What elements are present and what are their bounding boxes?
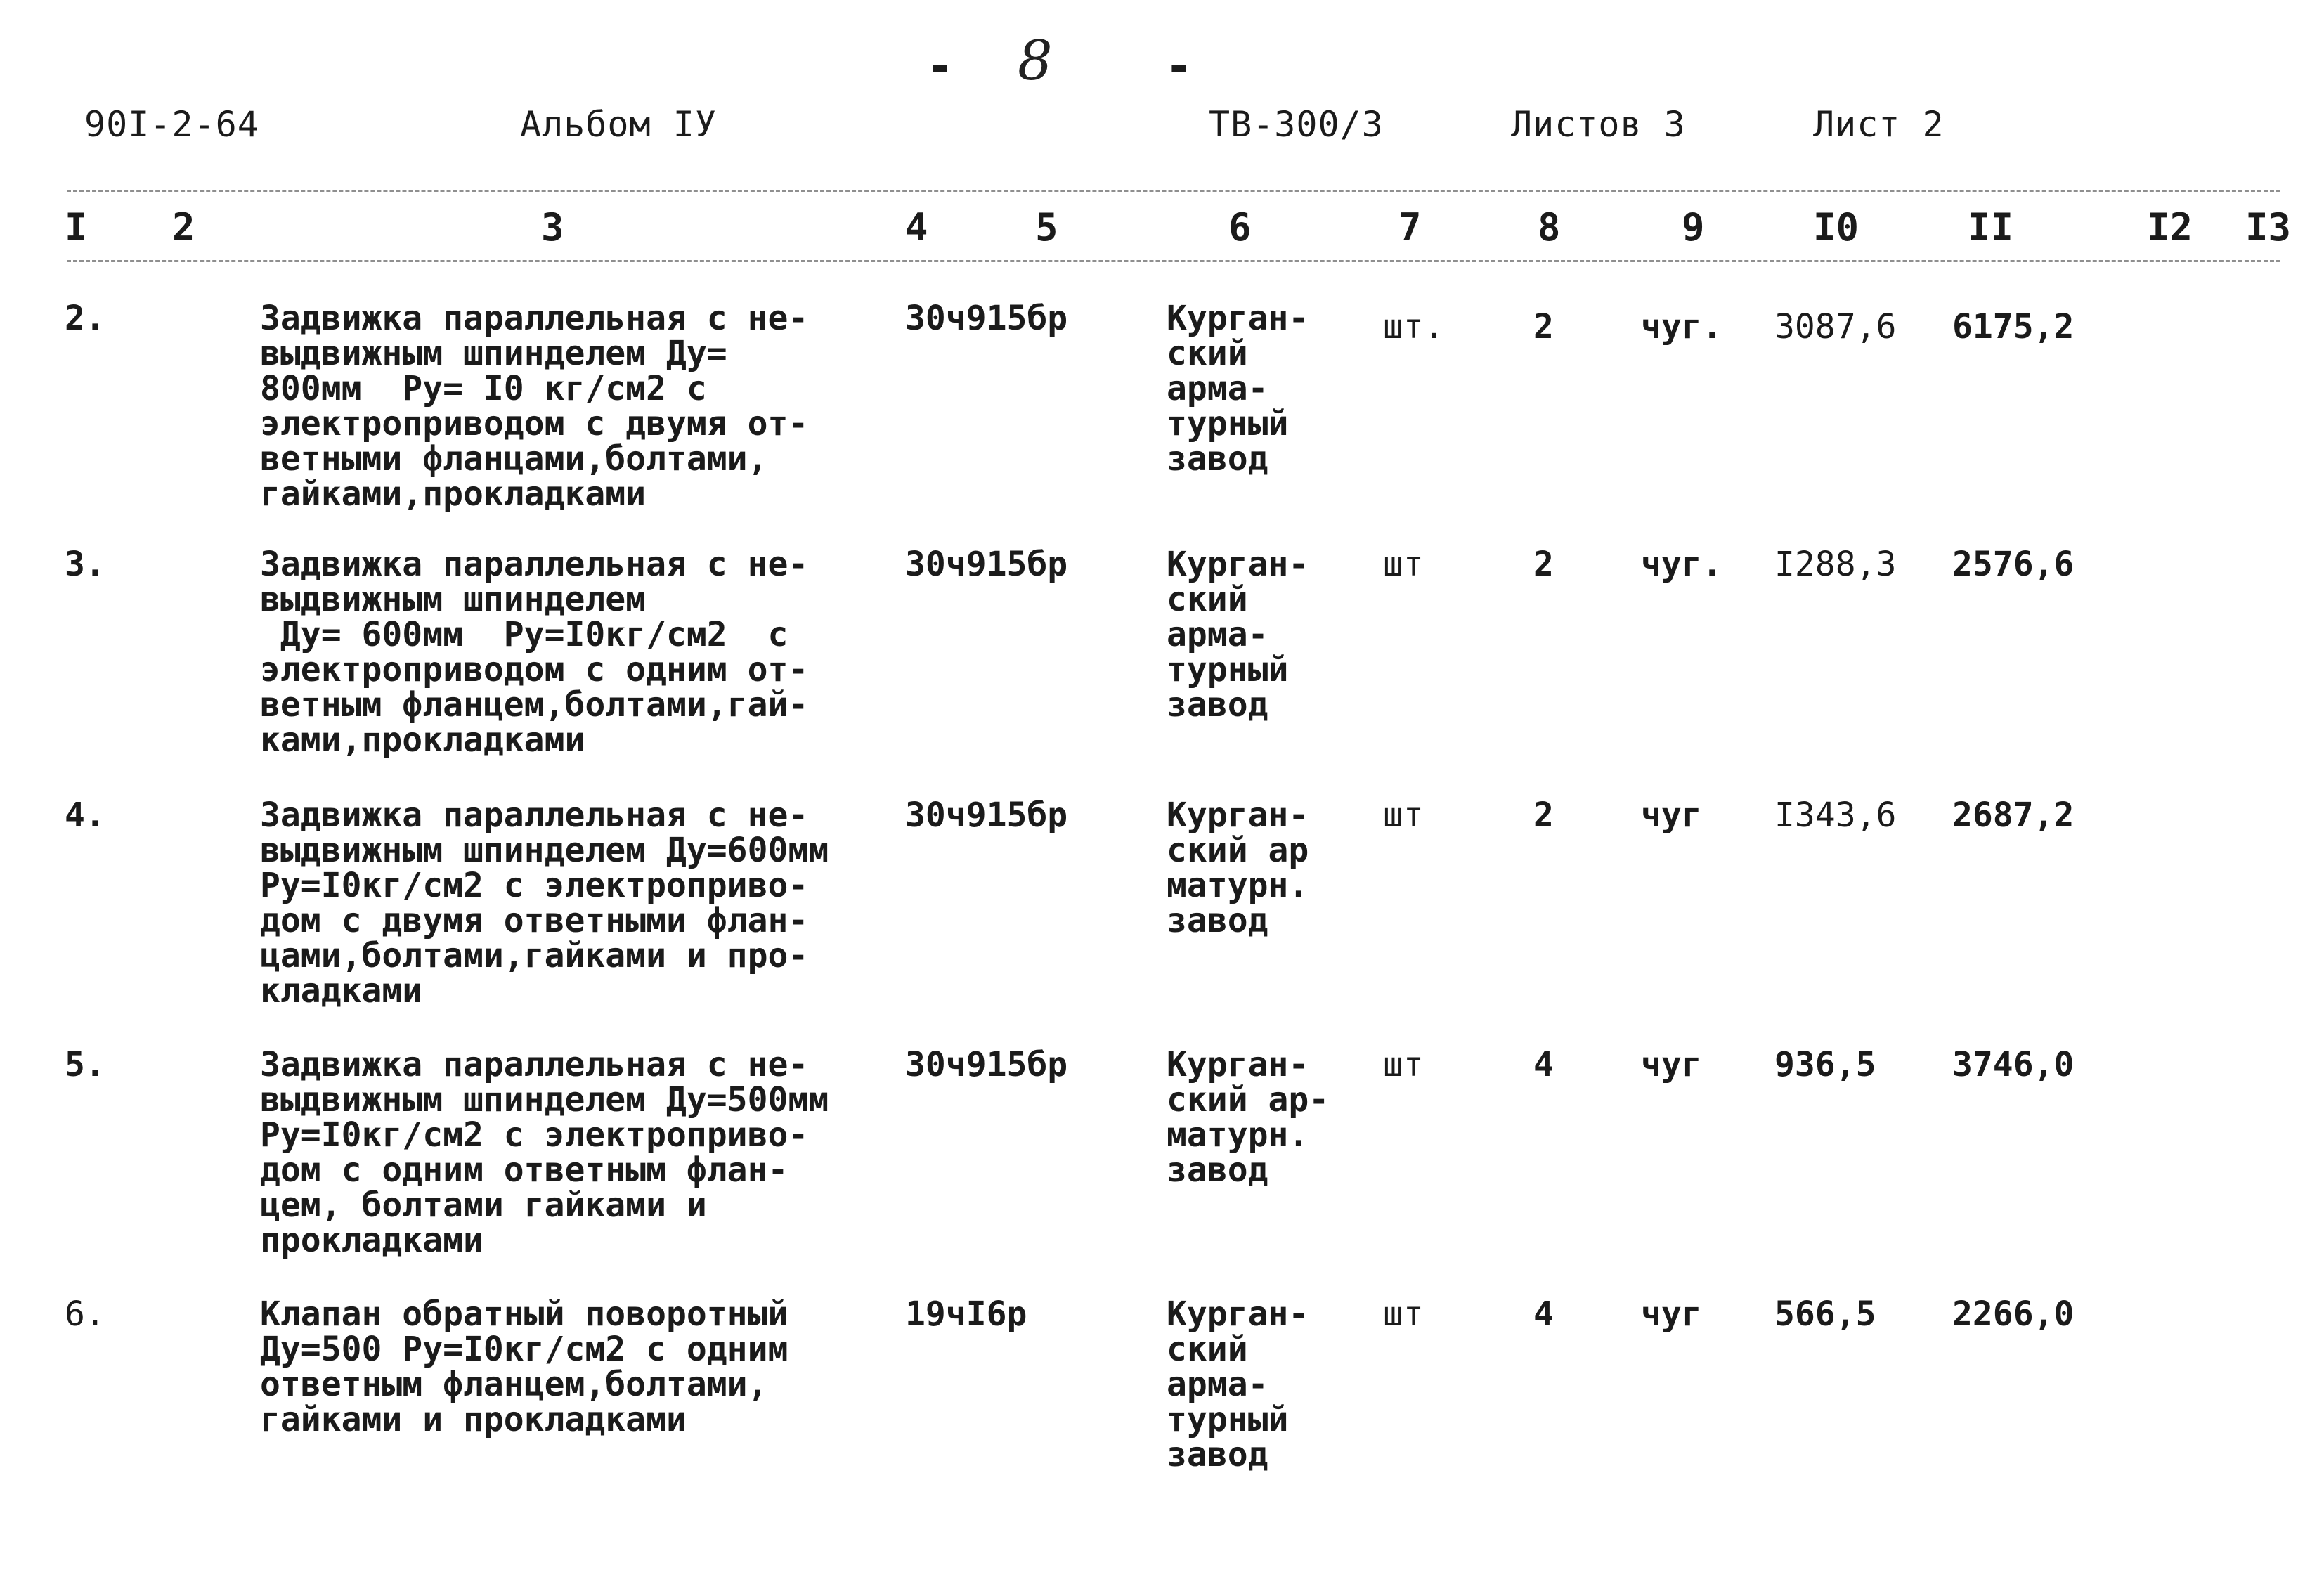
row-total-weight: 3746,0 <box>1952 1045 2075 1084</box>
sheet-number: Лист 2 <box>1813 104 1945 145</box>
row-number: 2. <box>65 299 105 338</box>
row-catalog-code: 30ч915бр <box>905 1045 1068 1084</box>
row-unit-weight: 566,5 <box>1774 1294 1876 1334</box>
column-number-7: 7 <box>1398 205 1422 249</box>
row-unit-weight: 936,5 <box>1774 1045 1876 1084</box>
row-description: Задвижка параллельная с не- выдвижным шпинделем Ду= 600мм Ру=I0кг/см2 с электроприводом с одним от- ветным фланцем,болтами,гай- ками,прокладками <box>260 545 809 760</box>
column-number-4: 4 <box>905 205 928 249</box>
row-catalog-code: 30ч915бр <box>905 299 1068 338</box>
row-unit-weight: 3087,6 <box>1774 307 1897 346</box>
row-total-weight: 2576,6 <box>1952 545 2075 584</box>
row-unit: шт <box>1383 796 1424 835</box>
sheets-total: Листов 3 <box>1511 104 1686 145</box>
row-description: Задвижка параллельная с не- выдвижным шпинделем Ду=600мм Ру=I0кг/см2 с электроприво- дом с двумя ответными флан- цами,болтами,гайками и про- кладками <box>260 796 829 1011</box>
row-quantity: 2 <box>1533 796 1554 835</box>
row-catalog-code: 30ч915бр <box>905 545 1068 584</box>
row-manufacturer: Курган- ский арма- турный завод <box>1167 299 1309 479</box>
header-top-rule <box>67 190 2280 192</box>
row-total-weight: 2266,0 <box>1952 1294 2075 1334</box>
column-number-10: I0 <box>1813 205 1859 249</box>
row-catalog-code: 30ч915бр <box>905 796 1068 835</box>
row-number: 6. <box>65 1294 105 1334</box>
row-total-weight: 2687,2 <box>1952 796 2075 835</box>
row-manufacturer: Курган- ский арма- турный завод <box>1167 1294 1309 1474</box>
page-number-dash-right: - <box>1165 41 1193 93</box>
row-number: 5. <box>65 1045 105 1084</box>
row-material: чуг <box>1641 796 1702 835</box>
row-unit-weight: I343,6 <box>1774 796 1897 835</box>
row-material: чуг <box>1641 1045 1702 1084</box>
row-unit: шт. <box>1383 307 1444 346</box>
row-quantity: 2 <box>1533 307 1554 346</box>
column-number-3: 3 <box>541 205 564 249</box>
row-manufacturer: Курган- ский ар матурн. завод <box>1167 796 1309 940</box>
row-unit: шт <box>1383 1294 1424 1334</box>
row-description: Задвижка параллельная с не- выдвижным шпинделем Ду= 800мм Ру= I0 кг/см2 с электроприводом с двумя от- ветными фланцами,болтами, гайками,прокладками <box>260 299 809 514</box>
column-number-1: I <box>65 205 88 249</box>
row-number: 3. <box>65 545 105 584</box>
row-number: 4. <box>65 796 105 835</box>
row-description: Клапан обратный поворотный Ду=500 Ру=I0кг/см2 с одним ответным фланцем,болтами, гайками и прокладками <box>260 1294 788 1439</box>
column-number-5: 5 <box>1035 205 1058 249</box>
row-unit: шт <box>1383 1045 1424 1084</box>
album-label: Альбом IУ <box>520 104 717 145</box>
page-number: 8 <box>1018 30 1053 93</box>
column-number-6: 6 <box>1228 205 1252 249</box>
row-manufacturer: Курган- ский арма- турный завод <box>1167 545 1309 725</box>
row-material: чуг <box>1641 1294 1702 1334</box>
header-bottom-rule <box>67 260 2280 262</box>
row-manufacturer: Курган- ский ар- матурн. завод <box>1167 1045 1330 1190</box>
column-number-2: 2 <box>172 205 195 249</box>
project-code: ТВ-300/3 <box>1209 104 1384 145</box>
column-number-11: II <box>1968 205 2014 249</box>
row-catalog-code: 19чI6р <box>905 1294 1027 1334</box>
row-material: чуг. <box>1641 307 1722 346</box>
row-quantity: 2 <box>1533 545 1554 584</box>
column-number-8: 8 <box>1538 205 1561 249</box>
row-total-weight: 6175,2 <box>1952 307 2075 346</box>
row-description: Задвижка параллельная с не- выдвижным шпинделем Ду=500мм Ру=I0кг/см2 с электроприво- дом с одним ответным флан- цем, болтами гайками и прокладками <box>260 1045 829 1260</box>
row-material: чуг. <box>1641 545 1722 584</box>
row-unit: шт <box>1383 545 1424 584</box>
document-code: 90I-2-64 <box>84 104 259 145</box>
column-number-13: I3 <box>2245 205 2292 249</box>
row-quantity: 4 <box>1533 1294 1554 1334</box>
row-unit-weight: I288,3 <box>1774 545 1897 584</box>
page-number-dash-left: - <box>926 41 954 93</box>
column-number-9: 9 <box>1682 205 1705 249</box>
column-number-12: I2 <box>2147 205 2193 249</box>
row-quantity: 4 <box>1533 1045 1554 1084</box>
